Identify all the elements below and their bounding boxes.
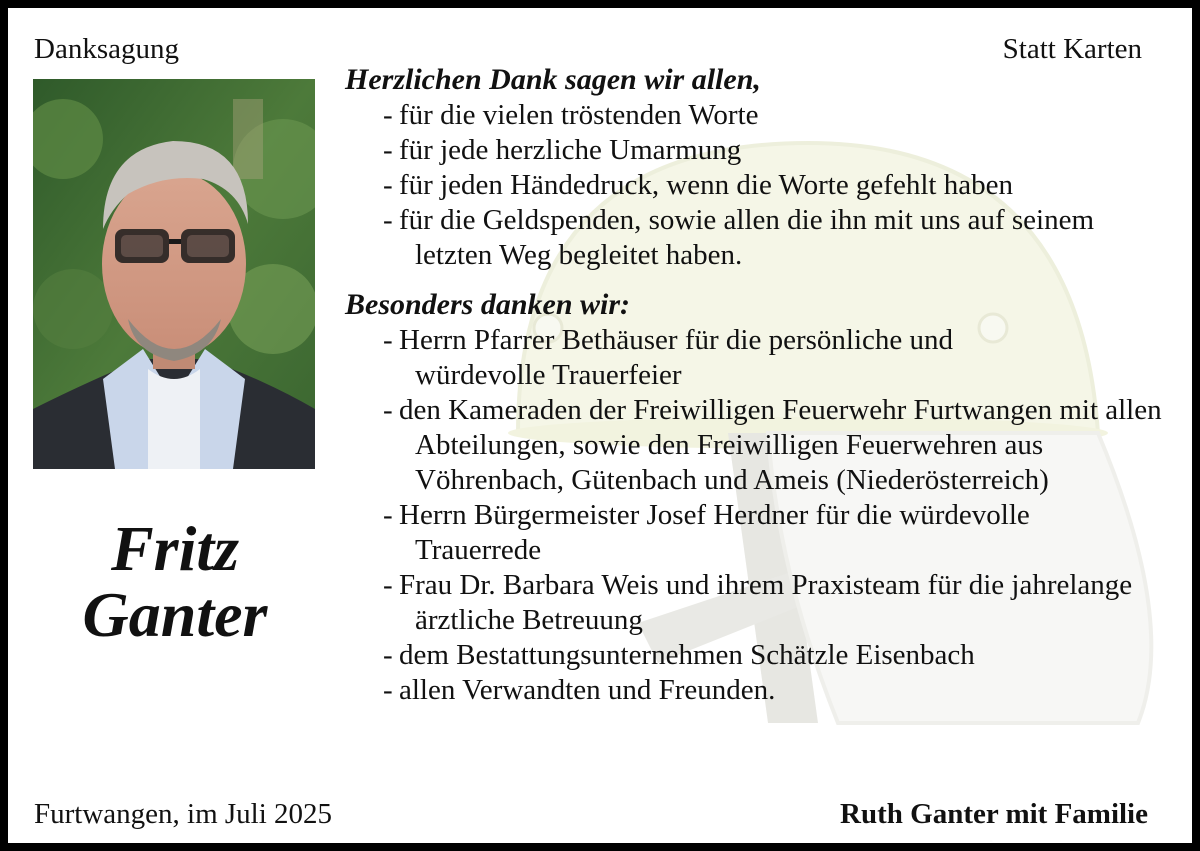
place-date: Furtwangen, im Juli 2025: [34, 798, 333, 830]
list-item: - Frau Dr. Barbara Weis und ihrem Praxisteam für die jahrelange ärztliche Betreuung: [383, 569, 1133, 636]
list-item: - Herrn Pfarrer Bethäuser für die persönliche und würdevolle Trauerfeier: [383, 324, 954, 391]
thanks-special-list: [345, 323, 1175, 708]
list-item: - für die vielen tröstenden Worte: [383, 99, 759, 131]
thanks-text: [345, 62, 1175, 708]
list-item: - für die Geldspenden, sowie allen die ihn mit uns auf seinem letzten Weg begleitet haben.: [383, 204, 1095, 271]
signature: Ruth Ganter mit Familie: [840, 798, 1148, 830]
thanks-all-heading: Herzlichen Dank sagen wir allen,: [345, 63, 761, 96]
list-item: - für jede herzliche Umarmung: [383, 134, 742, 166]
header-danksagung: Danksagung: [34, 33, 179, 65]
deceased-name: [28, 513, 322, 650]
thanks-special-heading: Besonders danken wir:: [345, 288, 631, 321]
list-item: - für jeden Händedruck, wenn die Worte gefehlt haben: [383, 169, 1013, 201]
list-item: - dem Bestattungsunternehmen Schätzle Eisenbach: [383, 639, 975, 671]
list-item: - allen Verwandten und Freunden.: [383, 674, 776, 706]
list-item: - Herrn Bürgermeister Josef Herdner für die würdevolle Trauerrede: [383, 499, 1030, 566]
first-name: Fritz: [110, 513, 240, 584]
list-item: - den Kameraden der Freiwilligen Feuerwehr Furtwangen mit allen Abteilungen, sowie den Freiwilligen Feuerwehren aus Vöhrenbach, Gütenbach und Ameis (Niederösterreich): [383, 394, 1162, 496]
thanks-all-list: [345, 98, 1175, 273]
last-name: Ganter: [82, 579, 268, 650]
portrait-photo: [33, 79, 315, 469]
header-statt-karten: Statt Karten: [1002, 33, 1142, 65]
